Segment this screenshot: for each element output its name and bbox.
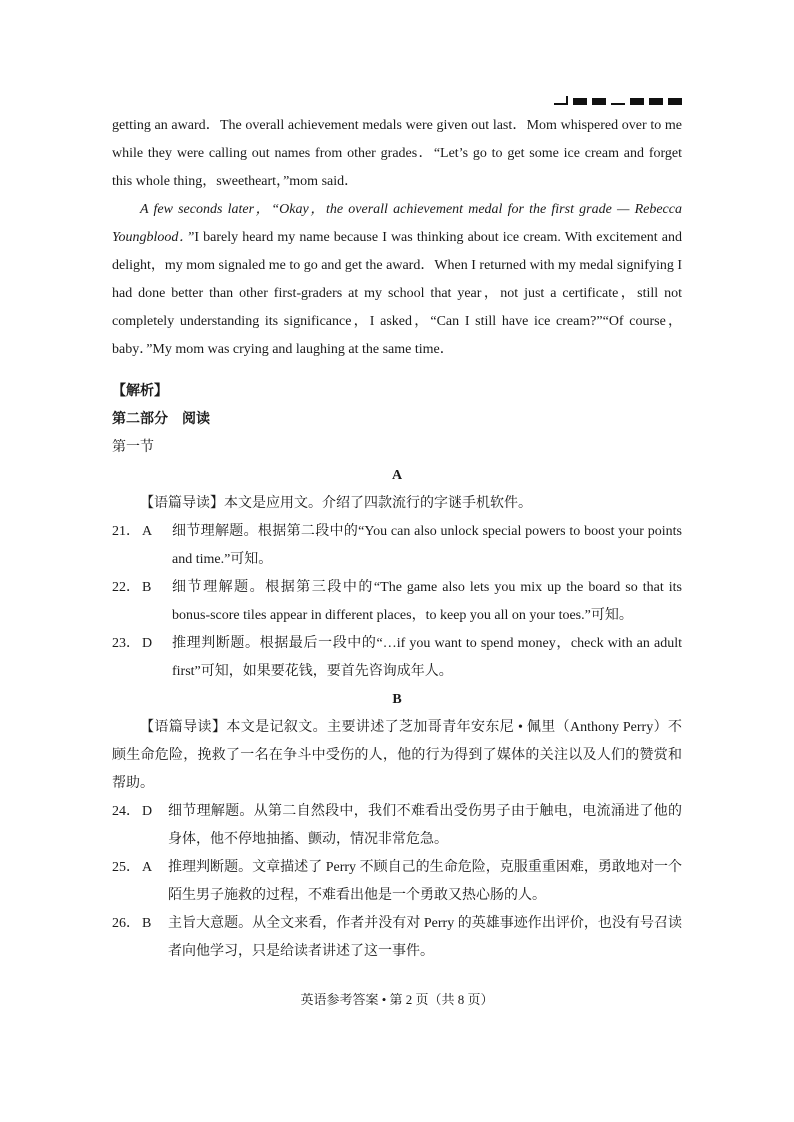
answer-letter: A (142, 524, 153, 539)
answer-explanation: 细节理解题。从第二自然段中，我们不难看出受伤男子由于触电，电流涌进了他的身体，他不停地抽搐、颤动，情况非常危急。 (168, 804, 682, 847)
answer-letter: D (142, 804, 153, 819)
answer-explanation: 推理判断题。根据最后一段中的“…if you want to spend money，check with an adult first”可知，如果要花钱，要首先咨询成年人。 (172, 636, 682, 679)
passage-label-a: A (391, 468, 403, 483)
story-paragraph-2-rest: I barely heard my name because I was thinking about ice cream. With excitement and delight，my mom signaled me to go and get the award．When I returned with my medal signifying I had done better than other first-graders at my school that year，not just a certificate，still not completely understanding its significance，I asked，“Can I still have ice cream?”“Of course，baby．”My mom was crying and laughing at the same time． (112, 230, 682, 357)
page-header-mark (554, 96, 682, 105)
answer-letter: B (142, 580, 152, 595)
story-paragraph-2-italic: A few seconds later，“Okay，the overall achievement medal for the first grade — Rebecca Youngblood．” (112, 202, 682, 245)
answer-item (112, 910, 682, 966)
answer-explanation: 推理判断题。文章描述了 Perry 不顾自己的生命危险，克服重重困难，勇敢地对一个陌生男子施救的过程，不难看出他是一个勇敢又热心肠的人。 (168, 860, 682, 903)
answer-explanation: 细节理解题。根据第三段中的“The game also lets you mix up the board so that its bonus-score tiles appear in different places，to keep you all on your toes.”可知。 (172, 580, 682, 623)
story-paragraph-2 (112, 196, 682, 364)
answer-item (112, 854, 682, 910)
section-heading: 第一节 (112, 440, 154, 455)
answer-item (112, 518, 682, 574)
answer-number: 21． (112, 524, 140, 539)
answer-letter: B (142, 916, 152, 931)
passage-intro-b: 【语篇导读】本文是记叙文。主要讲述了芝加哥青年安东尼 • 佩里（Anthony Perry）不顾生命危险，挽救了一名在争斗中受伤的人，他的行为得到了媒体的关注以及人们的赞赏和帮助。 (112, 720, 682, 791)
answer-number: 23． (112, 636, 140, 651)
page-content (112, 112, 682, 966)
passage-intro-a: 【语篇导读】本文是应用文。介绍了四款流行的字谜手机软件。 (140, 496, 532, 511)
answer-item (112, 574, 682, 630)
answer-explanation: 细节理解题。根据第二段中的“You can also unlock special powers to boost your points and time.”可知。 (172, 524, 682, 567)
answer-letter: D (142, 636, 153, 651)
page-footer: 英语参考答案 • 第 2 页（共 8 页） (300, 992, 494, 1007)
answer-item (112, 630, 682, 686)
answer-number: 25． (112, 860, 140, 875)
answer-number: 22． (112, 580, 140, 595)
passage-label-b: B (392, 692, 402, 707)
answer-item (112, 798, 682, 854)
analysis-heading: 【解析】 (112, 384, 168, 399)
answer-explanation: 主旨大意题。从全文来看，作者并没有对 Perry 的英雄事迹作出评价，也没有号召读者向他学习，只是给读者讲述了这一事件。 (168, 916, 682, 959)
story-paragraph-1: getting an award．The overall achievement medals were given out last．Mom whispered over to me while they were calling out names from other grades．“Let’s go to get some ice cream and forget this whole thing，sweetheart，”mom said． (112, 118, 682, 189)
part-heading: 第二部分 阅读 (112, 412, 210, 427)
answer-number: 26． (112, 916, 140, 931)
answer-number: 24． (112, 804, 140, 819)
answer-letter: A (142, 860, 153, 875)
